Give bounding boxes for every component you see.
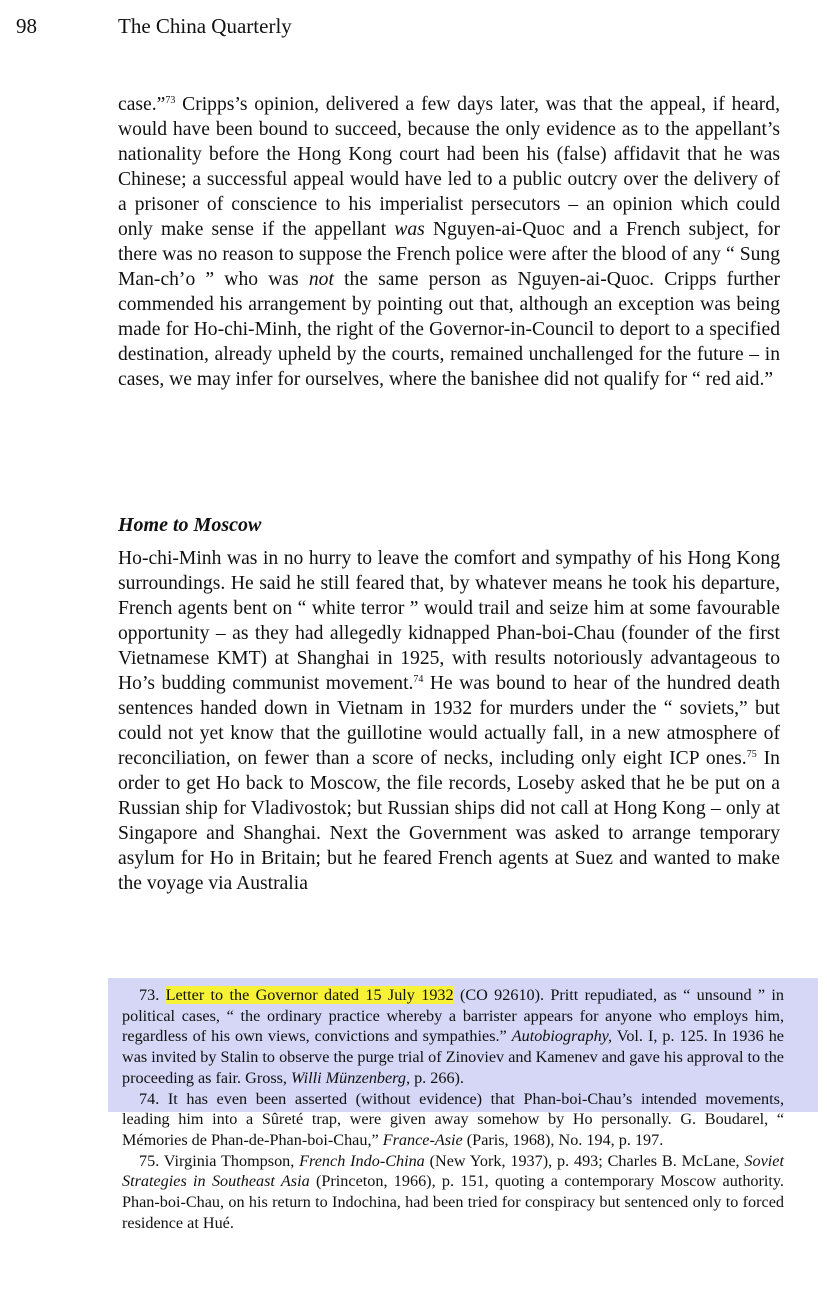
- highlighted-text: Letter to the Governor dated 15 July 1932: [165, 986, 454, 1004]
- footnote-ref-73[interactable]: 73: [165, 95, 176, 106]
- footnote-ref-74[interactable]: 74: [413, 674, 424, 685]
- footnote-ref-75[interactable]: 75: [746, 749, 757, 760]
- footnote-73: 73. Letter to the Governor dated 15 July 1932 (CO 92610). Pritt repudiated, as “ unsound ” in political cases, “ the ordinary practice whereby a barrister appears for anyone who employs him, regardless of his own views, convictions and sympathies.” Autobiography, Vol. I, p. 125. In 1936 he was invited by Stalin to observe the purge trial of Zinoviev and Kamenev and gave his approval to the proceeding as fair. Gross, Willi Münzenberg, p. 266).: [122, 986, 784, 1087]
- footnote-75: 75. Virginia Thompson, French Indo-China (New York, 1937), p. 493; Charles B. McLane, Soviet Strategies in Southeast Asia (Princeton, 1966), p. 151, quoting a contemporary Moscow authority. Phan-boi-Chau, on his return to Indochina, had been tried for conspiracy but sentenced only to forced residence at Hué.: [122, 1151, 784, 1232]
- body-paragraph-2: Ho-chi-Minh was in no hurry to leave the comfort and sympathy of his Hong Kong surroundings. He said he still feared that, by whatever means he took his departure, French agents bent on “ white terror ” would trail and seize him at some favourable opportunity – as they had allegedly kidnapped Phan-boi-Chau (founder of the first Vietnamese KMT) at Shanghai in 1925, with results notoriously advantageous to Ho’s budding communist movement.$^{74}$ He was bound to hear of the hundred death sentences handed down in Vietnam in 1932 for murders under the “ soviets,” but could not yet know that the guillotine would actually fall, in a new atmosphere of reconciliation, on fewer than a score of necks, including only eight ICP ones.$^{75}$ In order to get Ho back to Moscow, the file records, Loseby asked that he be put on a Russian ship for Vladivostok; but Russian ships did not call at Hong Kong – only at Singapore and Shanghai. Next the Government was asked to arrange temporary asylum for Ho in Britain; but he feared French agents at Suez and wanted to make the voyage via Australia: [118, 548, 780, 894]
- page-number: 98: [16, 14, 37, 38]
- section-heading: Home to Moscow: [118, 514, 262, 536]
- page-header: [0, 14, 827, 40]
- footnote-74: 74. It has even been asserted (without evidence) that Phan-boi-Chau’s intended movements, leading him into a Sûreté trap, were given away somehow by Ho personally. G. Boudarel, “ Mémories de Phan-de-Phan-boi-Chau,” France-Asie (Paris, 1968), No. 194, p. 197.: [122, 1089, 784, 1149]
- body-paragraph-1: case.”$^{73}$ Cripps’s opinion, delivered a few days later, was that the appeal, if heard, would have been bound to succeed, because the only evidence as to the appellant’s nationality before the Hong Kong court had been his (false) affidavit that he was Chinese; a successful appeal would have led to a public outcry over the delivery of a prisoner of conscience to his imperialist persecutors – an opinion which could only make sense if the appellant was Nguyen-ai-Quoc and a French subject, for there was no reason to suppose the French police were after the blood of any “ Sung Man-ch’o ” who was not the same person as Nguyen-ai-Quoc. Cripps further commended his arrangement by pointing out that, although an exception was being made for Ho-chi-Minh, the right of the Governor-in-Council to deport to a specified destination, already upheld by the courts, remained unchallenged for the future – in cases, we may infer for ourselves, where the banishee did not qualify for “ red aid.”: [118, 94, 780, 390]
- footnotes: [122, 985, 784, 1233]
- running-title: The China Quarterly: [118, 14, 292, 38]
